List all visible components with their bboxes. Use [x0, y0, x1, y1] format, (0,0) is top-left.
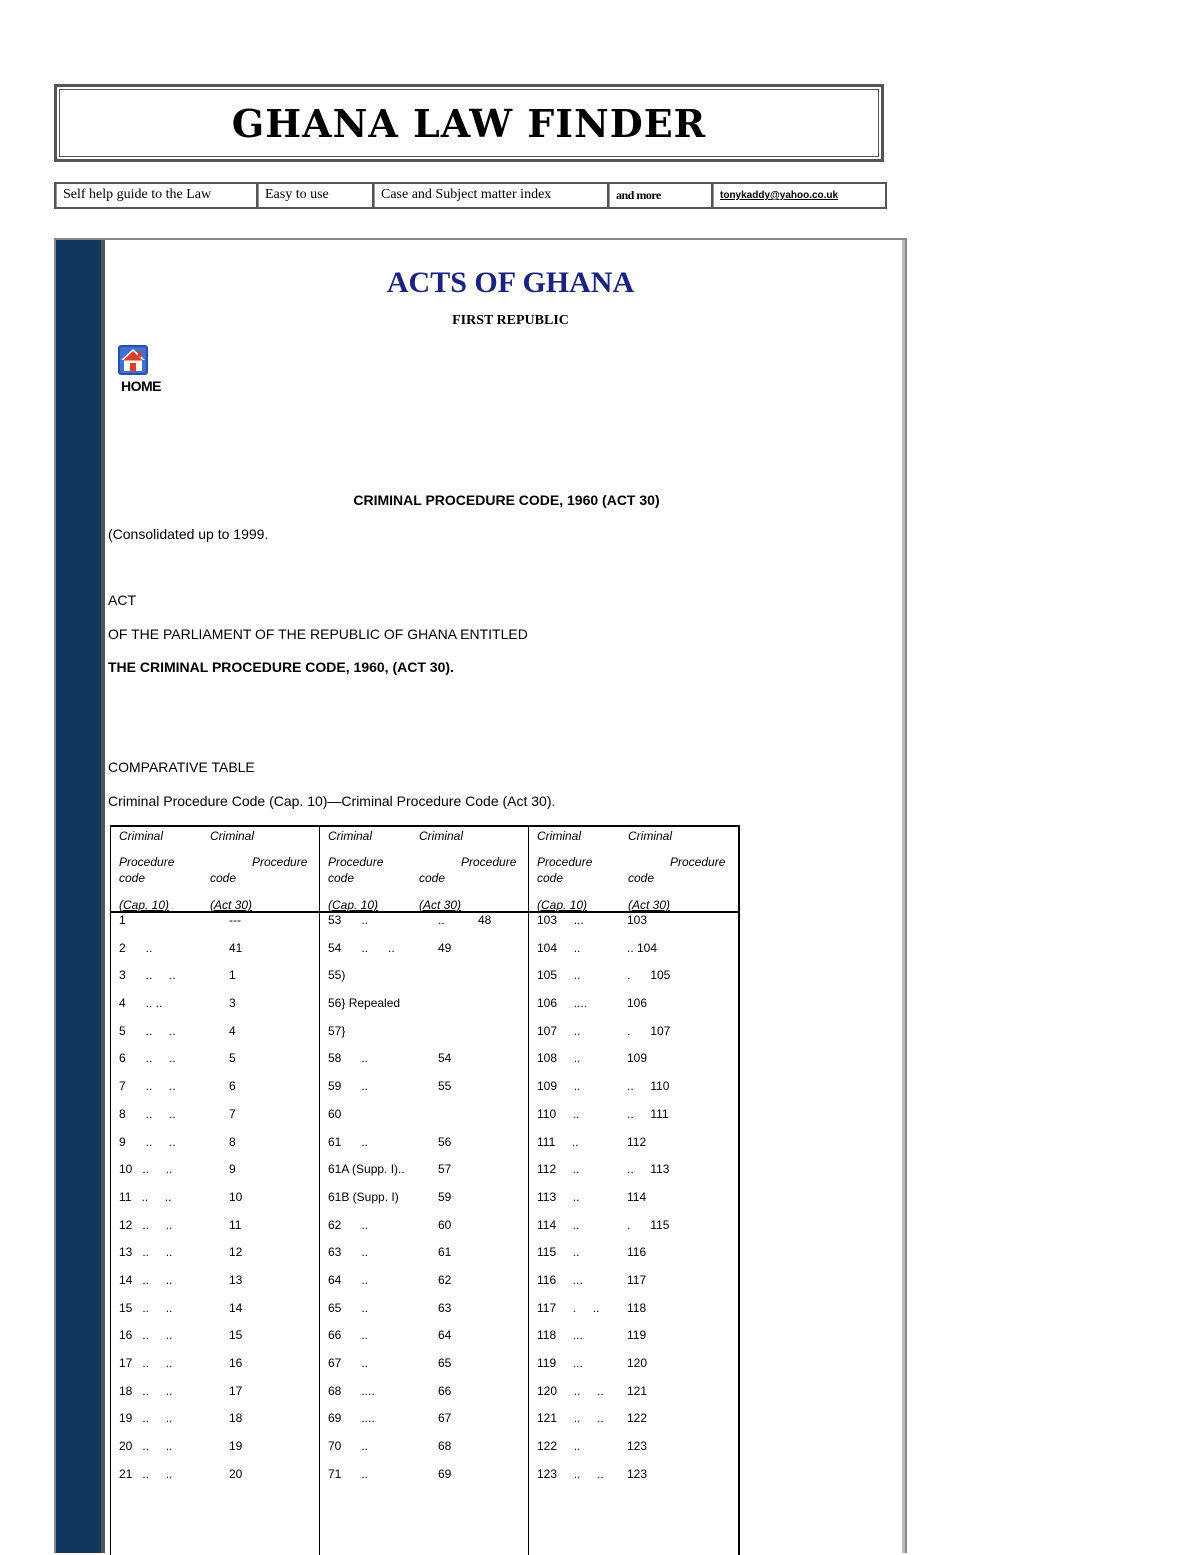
table-row — [328, 1135, 523, 1163]
cap10-section: 11 .. .. — [119, 1189, 172, 1204]
cap10-section: 53 .. — [328, 913, 369, 927]
cap10-section: 107 .. — [537, 1023, 581, 1038]
cap10-section: 5 .. .. — [119, 1023, 176, 1038]
comparative-table — [110, 825, 740, 1555]
header-cap10-procedure: Procedure — [119, 855, 175, 869]
cap10-section: 10 .. .. — [119, 1162, 173, 1177]
right-border — [902, 240, 905, 1553]
header-act30-code: code — [628, 871, 655, 885]
act30-section: 14 — [229, 1300, 243, 1315]
table-row — [328, 1107, 523, 1135]
act30-section: .. 111 — [627, 1106, 669, 1121]
cap10-section: 113 .. — [537, 1189, 580, 1204]
act30-section: 66 — [438, 1383, 452, 1398]
table-row — [537, 1384, 732, 1412]
act30-section: 57 — [438, 1162, 452, 1177]
act30-section: --- — [229, 913, 241, 927]
cap10-section: 2 .. — [119, 940, 153, 955]
nav-self-help[interactable]: Self help guide to the Law — [56, 184, 258, 207]
entitled-title: THE CRIMINAL PROCEDURE CODE, 1960, (ACT 30). — [108, 659, 454, 675]
header-cap10-label: (Cap. 10) — [537, 898, 588, 912]
cap10-section: 59 .. — [328, 1079, 369, 1094]
cap10-section: 56} Repealed — [328, 996, 401, 1011]
act30-section: 19 — [229, 1439, 243, 1454]
table-row — [328, 1079, 523, 1107]
header-act30-procedure: Procedure — [670, 855, 726, 869]
act30-section: 1 — [229, 968, 236, 983]
cap10-section: 114 .. — [537, 1217, 580, 1232]
table-row — [119, 1273, 314, 1301]
cap10-section: 68 .... — [328, 1383, 375, 1398]
table-row — [537, 1107, 732, 1135]
table-row — [328, 1384, 523, 1412]
table-row — [328, 968, 523, 996]
table-row — [328, 996, 523, 1024]
act30-section: 112 — [627, 1134, 647, 1149]
nav-and-more[interactable]: and more — [609, 184, 713, 207]
act30-section: 116 — [627, 1245, 647, 1260]
home-icon[interactable] — [118, 345, 148, 375]
column-divider — [528, 827, 529, 1555]
table-row — [119, 996, 314, 1024]
act30-section: .. 110 — [627, 1079, 670, 1094]
cap10-section: 15 .. .. — [119, 1300, 173, 1315]
table-row — [119, 1356, 314, 1384]
header-act30-procedure: Procedure — [461, 855, 517, 869]
table-row — [119, 1218, 314, 1246]
table-row — [537, 1079, 732, 1107]
table-column-2 — [328, 913, 523, 1494]
nav-bar — [54, 182, 887, 209]
table-row — [537, 996, 732, 1024]
act30-section: 17 — [229, 1383, 243, 1398]
table-row — [537, 968, 732, 996]
act30-section: . 107 — [627, 1023, 671, 1038]
cap10-section: 122 .. — [537, 1439, 581, 1454]
act30-section: 123 — [627, 1439, 648, 1454]
table-row — [119, 1135, 314, 1163]
header-cap10-criminal: Criminal — [537, 829, 582, 843]
act30-section: 15 — [229, 1328, 243, 1343]
act30-section: .. 104 — [627, 940, 658, 955]
table-row — [119, 1439, 314, 1467]
header-cap10-code: code — [328, 871, 355, 885]
cap10-section: 109 .. — [537, 1079, 581, 1094]
cap10-section: 118 ... — [537, 1328, 583, 1343]
act30-section: 7 — [229, 1106, 236, 1121]
cap10-section: 14 .. .. — [119, 1272, 173, 1287]
act30-section: 8 — [229, 1134, 236, 1149]
cap10-section: 55) — [328, 968, 346, 983]
cap10-section: 9 .. .. — [119, 1134, 176, 1149]
cap10-section: 119 ... — [537, 1356, 583, 1370]
cap10-section: 120 .. .. — [537, 1383, 604, 1398]
table-row — [537, 1245, 732, 1273]
table-row — [537, 1190, 732, 1218]
table-row — [119, 1051, 314, 1079]
cap10-section: 105 .. — [537, 968, 581, 983]
cap10-section: 60 — [328, 1106, 342, 1121]
table-row — [119, 1411, 314, 1439]
cap10-section: 108 .. — [537, 1051, 581, 1066]
act30-section: 120 — [627, 1356, 648, 1370]
table-column-3 — [537, 913, 732, 1494]
act30-section: 123 — [627, 1466, 648, 1481]
header-cap10-code: code — [119, 871, 146, 885]
cap10-section: 121 .. .. — [537, 1411, 604, 1426]
header-cap10-procedure: Procedure — [537, 855, 593, 869]
cap10-section: 63 .. — [328, 1245, 369, 1260]
cap10-section: 64 .. — [328, 1272, 369, 1287]
header-cap10-criminal: Criminal — [119, 829, 164, 843]
table-row — [328, 1051, 523, 1079]
act30-section: 12 — [229, 1245, 243, 1260]
table-row — [537, 1273, 732, 1301]
act30-section: .. 48 — [438, 913, 492, 927]
table-row — [328, 1218, 523, 1246]
act30-section: 16 — [229, 1356, 243, 1370]
table-row — [537, 1356, 732, 1384]
act30-section: 18 — [229, 1411, 243, 1426]
cap10-section: 103 ... — [537, 913, 584, 927]
content-frame — [54, 238, 907, 1553]
act30-section: . 115 — [627, 1217, 670, 1232]
consolidated-note: (Consolidated up to 1999. — [108, 526, 269, 542]
act30-section: . 105 — [627, 968, 671, 983]
act30-section: 114 — [627, 1189, 647, 1204]
table-row — [537, 1439, 732, 1467]
table-row — [328, 1024, 523, 1052]
act30-section: 9 — [229, 1162, 236, 1177]
act30-section: 59 — [438, 1189, 452, 1204]
table-row — [537, 1135, 732, 1163]
table-row — [328, 1273, 523, 1301]
cap10-section: 61B (Supp. I) — [328, 1189, 399, 1204]
header-cap10-criminal: Criminal — [328, 829, 373, 843]
act30-section: 20 — [229, 1466, 243, 1481]
table-row — [119, 1024, 314, 1052]
header-cap10-label: (Cap. 10) — [328, 898, 379, 912]
table-column-1 — [119, 913, 314, 1494]
act30-section: 109 — [627, 1051, 648, 1066]
act-title: CRIMINAL PROCEDURE CODE, 1960 (ACT 30) — [353, 492, 660, 508]
cap10-section: 117 . .. — [537, 1300, 600, 1315]
act30-section: 60 — [438, 1217, 452, 1232]
act30-section: 54 — [438, 1051, 452, 1066]
home-link[interactable] — [118, 345, 178, 394]
act30-section: 61 — [438, 1245, 452, 1260]
parliament-line: OF THE PARLIAMENT OF THE REPUBLIC OF GHANA ENTITLED — [108, 626, 528, 642]
table-row — [119, 941, 314, 969]
act30-section: 64 — [438, 1328, 452, 1343]
nav-case-index[interactable]: Case and Subject matter index — [374, 184, 609, 207]
act30-section: 55 — [438, 1079, 452, 1094]
table-row — [328, 941, 523, 969]
cap10-section: 106 .... — [537, 996, 588, 1011]
cap10-section: 61A (Supp. I).. — [328, 1162, 405, 1177]
cap10-section: 19 .. .. — [119, 1411, 173, 1426]
table-row — [119, 1328, 314, 1356]
table-row — [328, 1328, 523, 1356]
cap10-section: 116 ... — [537, 1272, 583, 1287]
cap10-section: 67 .. — [328, 1356, 369, 1370]
header-act30-code: code — [210, 871, 237, 885]
page-heading: ACTS OF GHANA — [386, 266, 635, 299]
table-row — [537, 1328, 732, 1356]
cap10-section: 12 .. .. — [119, 1217, 173, 1232]
act30-section: 49 — [438, 940, 452, 955]
act30-section: 121 — [627, 1383, 648, 1398]
table-row — [328, 1356, 523, 1384]
header-act30-label: (Act 30) — [628, 898, 671, 912]
header-act30-procedure: Procedure — [252, 855, 308, 869]
table-row — [119, 1384, 314, 1412]
cap10-section: 70 .. — [328, 1439, 369, 1454]
act30-section: 65 — [438, 1356, 452, 1370]
cap10-section: 13 .. .. — [119, 1245, 173, 1260]
table-row — [537, 1218, 732, 1246]
column-divider — [319, 827, 320, 1555]
act30-section: 63 — [438, 1300, 452, 1315]
act30-section: 118 — [627, 1300, 647, 1315]
cap10-section: 3 .. .. — [119, 968, 176, 983]
table-row — [537, 1301, 732, 1329]
header-cap10-label: (Cap. 10) — [119, 898, 170, 912]
act30-section: 117 — [627, 1272, 647, 1287]
site-title-box — [54, 84, 884, 162]
table-row — [119, 1190, 314, 1218]
table-row — [328, 1411, 523, 1439]
act30-section: 67 — [438, 1411, 452, 1426]
header-cap10-procedure: Procedure — [328, 855, 384, 869]
cap10-section: 17 .. .. — [119, 1356, 173, 1370]
side-divider — [101, 240, 105, 1553]
cap10-section: 123 .. .. — [537, 1466, 604, 1481]
cap10-section: 58 .. — [328, 1051, 369, 1066]
table-row — [119, 968, 314, 996]
table-row — [328, 1190, 523, 1218]
table-row — [328, 1467, 523, 1495]
cap10-section: 110 .. — [537, 1106, 580, 1121]
cap10-section: 18 .. .. — [119, 1383, 173, 1398]
table-row — [537, 941, 732, 969]
cap10-section: 115 .. — [537, 1245, 580, 1260]
cap10-section: 6 .. .. — [119, 1051, 176, 1066]
header-act30-criminal: Criminal — [419, 829, 464, 843]
nav-easy-to-use[interactable]: Easy to use — [258, 184, 374, 207]
cap10-section: 4 .. .. — [119, 996, 163, 1011]
act30-section: 5 — [229, 1051, 236, 1066]
table-row — [537, 1162, 732, 1190]
table-row — [119, 1107, 314, 1135]
header-act30-criminal: Criminal — [628, 829, 673, 843]
table-row — [328, 1301, 523, 1329]
act30-section: 69 — [438, 1466, 452, 1481]
act30-section: 10 — [229, 1189, 243, 1204]
email-link[interactable]: tonykaddy@yahoo.co.uk — [720, 190, 839, 201]
cap10-section: 111 .. — [537, 1134, 579, 1149]
table-row — [119, 1162, 314, 1190]
cap10-section: 61 .. — [328, 1134, 369, 1149]
cap10-section: 54 .. .. — [328, 940, 395, 955]
cap10-section: 7 .. .. — [119, 1079, 176, 1094]
table-row — [537, 1411, 732, 1439]
table-row — [119, 1245, 314, 1273]
table-row — [119, 1301, 314, 1329]
header-act30-code: code — [419, 871, 446, 885]
table-row — [119, 913, 314, 941]
act30-section: 6 — [229, 1079, 236, 1094]
side-bar — [56, 240, 101, 1553]
act30-section: 122 — [627, 1411, 648, 1426]
site-title: GHANA LAW FINDER — [231, 101, 707, 146]
cap10-section: 104 .. — [537, 940, 581, 955]
cap10-section: 69 .... — [328, 1411, 375, 1426]
act30-section: 103 — [627, 913, 648, 927]
cap10-section: 112 .. — [537, 1162, 580, 1177]
comparative-label: COMPARATIVE TABLE — [108, 759, 255, 775]
table-row — [537, 913, 732, 941]
table-row — [328, 913, 523, 941]
table-row — [537, 1024, 732, 1052]
cap10-section: 1 — [119, 913, 126, 927]
page-subheading: FIRST REPUBLIC — [452, 313, 569, 328]
act30-section: 11 — [229, 1217, 242, 1232]
table-row — [328, 1439, 523, 1467]
act30-section: 119 — [627, 1328, 647, 1343]
act30-section: 106 — [627, 996, 648, 1011]
table-row — [328, 1245, 523, 1273]
table-row — [328, 1162, 523, 1190]
header-act30-criminal: Criminal — [210, 829, 255, 843]
act30-section: 68 — [438, 1439, 452, 1454]
act30-section: 13 — [229, 1272, 243, 1287]
nav-email-cell — [713, 184, 885, 207]
cap10-section: 57} — [328, 1023, 346, 1038]
act30-section: 41 — [229, 940, 243, 955]
cap10-section: 8 .. .. — [119, 1106, 176, 1121]
cap10-section: 71 .. — [328, 1466, 369, 1481]
cap10-section: 62 .. — [328, 1217, 369, 1232]
cap10-section: 66 .. — [328, 1328, 369, 1343]
cap10-section: 21 .. .. — [119, 1466, 173, 1481]
table-row — [119, 1467, 314, 1495]
header-act30-label: (Act 30) — [419, 898, 462, 912]
act30-section: 56 — [438, 1134, 452, 1149]
table-row — [537, 1051, 732, 1079]
act30-section: .. 113 — [627, 1162, 670, 1177]
comparative-description: Criminal Procedure Code (Cap. 10)—Criminal Procedure Code (Act 30). — [108, 793, 556, 809]
act-label: ACT — [108, 592, 136, 608]
cap10-section: 16 .. .. — [119, 1328, 173, 1343]
act30-section: 62 — [438, 1272, 452, 1287]
act30-section: 4 — [229, 1023, 236, 1038]
header-cap10-code: code — [537, 871, 564, 885]
header-act30-label: (Act 30) — [210, 898, 253, 912]
table-row — [119, 1079, 314, 1107]
act30-section: 3 — [229, 996, 236, 1011]
home-label[interactable]: HOME — [121, 378, 161, 394]
cap10-section: 65 .. — [328, 1300, 369, 1315]
table-row — [537, 1467, 732, 1495]
cap10-section: 20 .. .. — [119, 1439, 173, 1454]
